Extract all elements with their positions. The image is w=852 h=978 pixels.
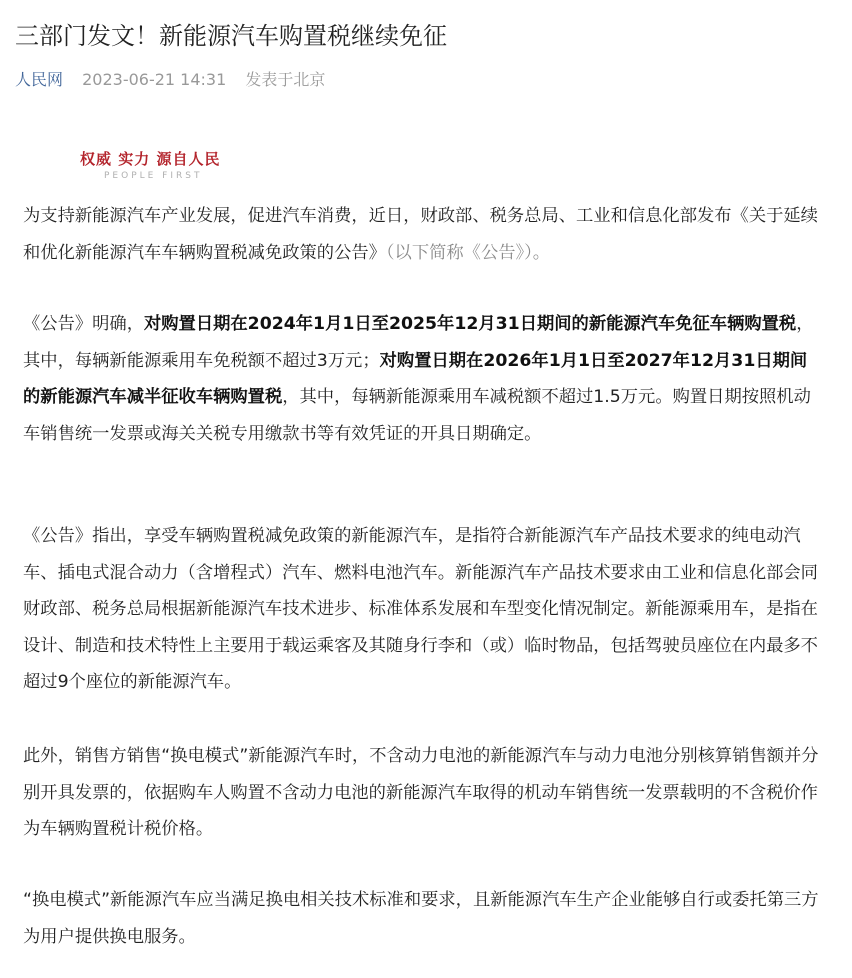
paragraph-intro-text: 为支持新能源汽车产业发展，促进汽车消费，近日，财政部、税务总局、工业和信息化部发布《关于延续和优化新能源汽车车辆购置税减免政策的公告》 xyxy=(23,206,818,263)
brand-slogan: 权威 实力 源自人民 xyxy=(80,150,221,168)
paragraph-battery-swap: 此外，销售方销售“换电模式”新能源汽车时，不含动力电池的新能源汽车与动力电池分别核算销售额并分别开具发票的，依据购车人购置不含动力电池的新能源汽车取得的机动车销售统一发票载明的不含税价作为车辆购置税计税价格。 xyxy=(23,746,819,839)
paragraph-intro xyxy=(23,198,823,271)
brand-slogan-english: PEOPLE FIRST xyxy=(104,171,203,181)
policy-text-3: ，其中，每辆新能源乘用车减税额不超过1.5万元。购置日期按照机动车销售统一发票或海关关税专用缴款书等有效凭证的开具日期确定。 xyxy=(23,387,811,444)
article-title: 三部门发文！新能源汽车购置税继续免征 xyxy=(15,22,447,50)
paragraph-intro-note: （以下简称《公告》）。 xyxy=(385,242,551,263)
source-link[interactable]: 人民网 xyxy=(15,70,64,89)
paragraph-definition: 《公告》指出，享受车辆购置税减免政策的新能源汽车，是指符合新能源汽车产品技术要求的纯电动汽车、插电式混合动力（含增程式）汽车、燃料电池汽车。新能源汽车产品技术要求由工业和信息化部会同财政部、税务总局根据新能源汽车技术进步、标准体系发展和车型变化情况制定。新能源乘用车，是指在设计、制造和技术特性上主要用于载运乘客及其随身行李和（或）临时物品，包括驾驶员座位在内最多不超过9个座位的新能源汽车。 xyxy=(23,526,818,692)
paragraph-swap-requirements: “换电模式”新能源汽车应当满足换电相关技术标准和要求，且新能源汽车生产企业能够自行或委托第三方为用户提供换电服务。 xyxy=(23,890,819,947)
brand-logo xyxy=(80,149,240,183)
article-meta xyxy=(15,66,325,94)
policy-bold-2: 对购置日期在2026年1月1日至2027年12月31日期间的新能源汽车减半征收车辆购置税 xyxy=(23,350,808,407)
publish-location: 发表于北京 xyxy=(245,70,326,89)
policy-text-1: 《公告》明确， xyxy=(23,314,144,334)
policy-text-2: ，其中，每辆新能源乘用车免税额不超过3万元； xyxy=(23,314,814,371)
policy-bold-1: 对购置日期在2024年1月1日至2025年12月31日期间的新能源汽车免征车辆购置税 xyxy=(143,314,797,334)
publish-date: 2023-06-21 14:31 xyxy=(82,70,227,89)
paragraph-policy xyxy=(23,306,823,452)
